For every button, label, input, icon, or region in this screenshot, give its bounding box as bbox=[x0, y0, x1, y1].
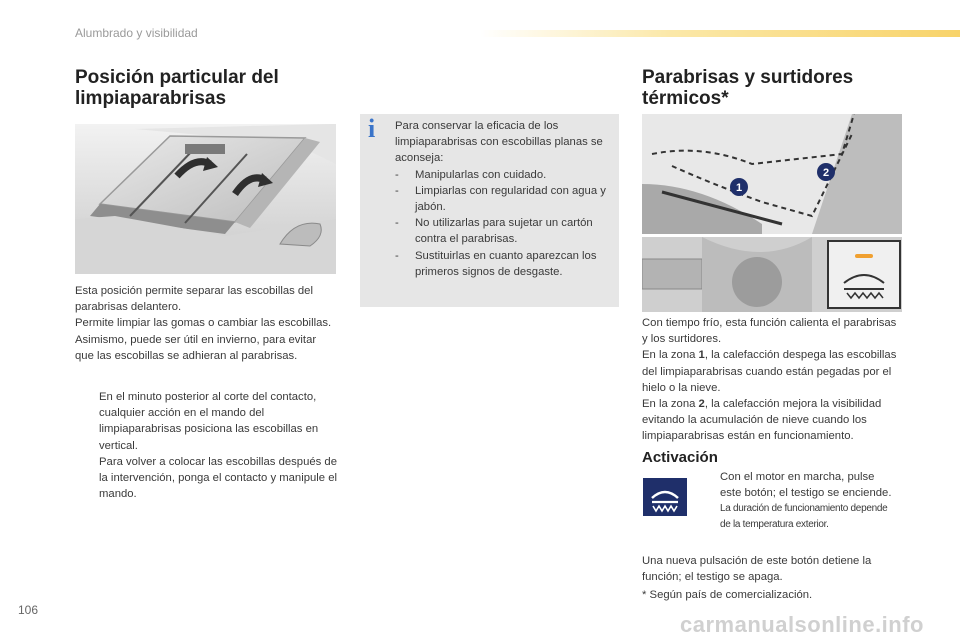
heated-windshield-figure bbox=[642, 114, 902, 234]
left-title-line1: Posición particular del bbox=[75, 67, 279, 88]
section-header: Alumbrado y visibilidad bbox=[75, 26, 198, 40]
info-icon: i bbox=[368, 114, 376, 143]
page-number: 106 bbox=[18, 603, 39, 617]
activation-bullet-text: Con el motor en marcha, pulse este botón; el testigo se enciende. bbox=[720, 471, 892, 500]
left-title-line2: limpiaparabrisas bbox=[75, 88, 227, 109]
right-desc1: Con tiempo frío, esta función calienta el parabrisas y los surtidores. bbox=[642, 317, 897, 346]
wiper-position-figure bbox=[75, 124, 336, 274]
left-bullet-1 bbox=[75, 389, 337, 454]
info-intro: Para conservar la eficacia de los limpiaparabrisas con escobillas planas se aconseja: bbox=[395, 120, 603, 165]
left-para1: Esta posición permite separar las escobillas del parabrisas delantero. bbox=[75, 285, 313, 314]
dashboard-button-figure bbox=[642, 237, 902, 312]
right-title-line1: Parabrisas y surtidores bbox=[642, 67, 854, 88]
activation-title: Activación bbox=[642, 449, 718, 466]
left-para2: Permite limpiar las gomas o cambiar las escobillas. Asimismo, puede ser útil en invierno, para evitar que las escobillas se adhieran al parabrisas. bbox=[75, 317, 332, 362]
right-title-line2: térmicos* bbox=[642, 88, 729, 109]
callout-1: 1 bbox=[735, 182, 743, 194]
right-description bbox=[642, 315, 904, 445]
footnote: * Según país de comercialización. bbox=[642, 589, 813, 601]
header-accent-bar bbox=[480, 30, 960, 37]
info-item: - Sustituirlas en cuanto aparezcan los primeros signos de desgaste. bbox=[395, 249, 597, 278]
info-item: - Manipularlas con cuidado. bbox=[395, 168, 547, 181]
activation-note: La duración de funcionamiento depende de la temperatura exterior. bbox=[720, 503, 888, 531]
left-bullets bbox=[75, 389, 337, 502]
heated-windshield-icon bbox=[643, 478, 687, 516]
callout-2: 2 bbox=[822, 167, 830, 179]
info-item: - No utilizarlas para sujetar un cartón contra el parabrisas. bbox=[395, 217, 593, 246]
bullet-text: En el minuto posterior al corte del contacto, cualquier acción en el mando del limpiaparabrisas posiciona las escobillas en vertical. bbox=[99, 391, 319, 452]
bullet-text: Para volver a colocar las escobillas después de la intervención, ponga el contacto y manipule el mando. bbox=[99, 455, 338, 501]
left-bullet-2 bbox=[75, 454, 337, 503]
activation-text bbox=[696, 469, 896, 533]
watermark: carmanualsonline.info bbox=[680, 612, 924, 637]
right-desc3: En la zona 2, la calefacción mejora la visibilidad evitando la acumulación de nieve cuando los limpiaparabrisas están en funcionamiento. bbox=[642, 398, 882, 443]
info-text bbox=[395, 118, 613, 280]
info-item: - Limpiarlas con regularidad con agua y jabón. bbox=[395, 184, 606, 214]
left-title bbox=[75, 67, 279, 109]
right-title bbox=[642, 67, 853, 109]
right-para-end: Una nueva pulsación de este botón detiene la función; el testigo se apaga. bbox=[642, 555, 872, 584]
left-text bbox=[75, 283, 335, 364]
right-desc2: En la zona 1, la calefacción despega las escobillas del limpiaparabrisas cuando están pegadas por el hielo o la nieve. bbox=[642, 349, 897, 394]
activation-bullet bbox=[696, 469, 896, 501]
